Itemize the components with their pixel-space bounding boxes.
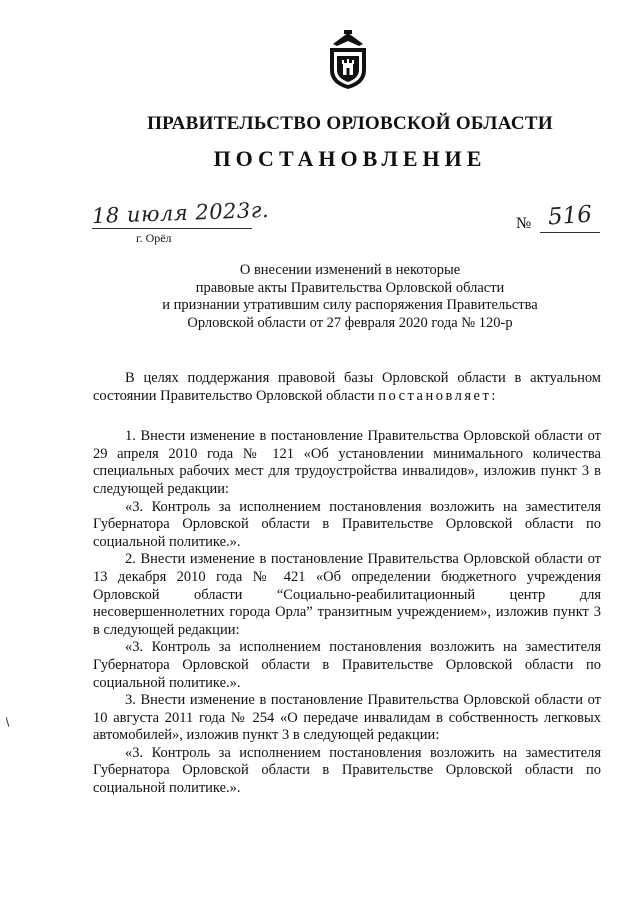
subject-line: и признании утратившим силу распоряжения Правительства xyxy=(162,297,538,313)
document-type-title: ПОСТАНОВЛЕНИЕ xyxy=(213,146,487,171)
document-body xyxy=(93,370,601,798)
subject-line: правовые акты Правительства Орловской области xyxy=(195,279,505,296)
number-underline xyxy=(540,232,600,233)
item-paragraph: 1. Внести изменение в постановление Правительства Орловской области от 29 апреля 2010 года № 121 «Об установлении минимального количества специальных рабочих мест для трудоустройства инвалидов», изложив пункт 3 в следующей редакции: xyxy=(93,428,601,497)
city-label: г. Орёл xyxy=(136,231,172,245)
quote-paragraph: «3. Контроль за исполнением постановления возложить на заместителя Губернатора Орловской области в Правительстве Орловской области по социальной политике.». xyxy=(93,639,601,691)
quote-paragraph: «3. Контроль за исполнением постановления возложить на заместителя Губернатора Орловской области в Правительстве Орловской области по социальной политике.». xyxy=(93,498,601,550)
number-label: № xyxy=(516,215,532,232)
subject-line: Орловской области от 27 февраля 2020 года № 120-р xyxy=(187,314,513,331)
date-underline xyxy=(92,228,252,229)
quote-paragraph: «3. Контроль за исполнением постановления возложить на заместителя Губернатора Орловской области в Правительстве Орловской области по социальной политике.». xyxy=(93,744,601,797)
resolves-word: постановляет: xyxy=(378,387,498,404)
handwritten-number: 516 xyxy=(547,201,593,231)
item-paragraph: 2. Внести изменение в постановление Правительства Орловской области от 13 декабря 2010 года № 421 «Об определении бюджетного учреждения Орловской области “Социально-реабилитационный центр для несовершеннолетних города Орла” транзитным учреждением», изложив пункт 3 в следующей редакции: xyxy=(93,551,601,638)
preamble-text: В целях поддержания правовой базы Орловской области в актуальном состоянии Правительство Орловской области xyxy=(93,370,601,404)
document-subject xyxy=(0,262,640,332)
subject-line: О внесении изменений в некоторые xyxy=(239,262,461,278)
scan-artifact xyxy=(6,717,9,727)
preamble-paragraph xyxy=(93,370,601,405)
coat-of-arms-emblem xyxy=(325,30,371,90)
item-paragraph: 3. Внести изменение в постановление Правительства Орловской области от 10 августа 2011 года № 254 «О передаче инвалидам в собственность легковых автомобилей», изложив пункт 3 в следующей редакции: xyxy=(93,692,601,744)
handwritten-date: 18 июля 2023г. xyxy=(91,197,270,229)
government-title: ПРАВИТЕЛЬСТВО ОРЛОВСКОЙ ОБЛАСТИ xyxy=(147,113,553,134)
